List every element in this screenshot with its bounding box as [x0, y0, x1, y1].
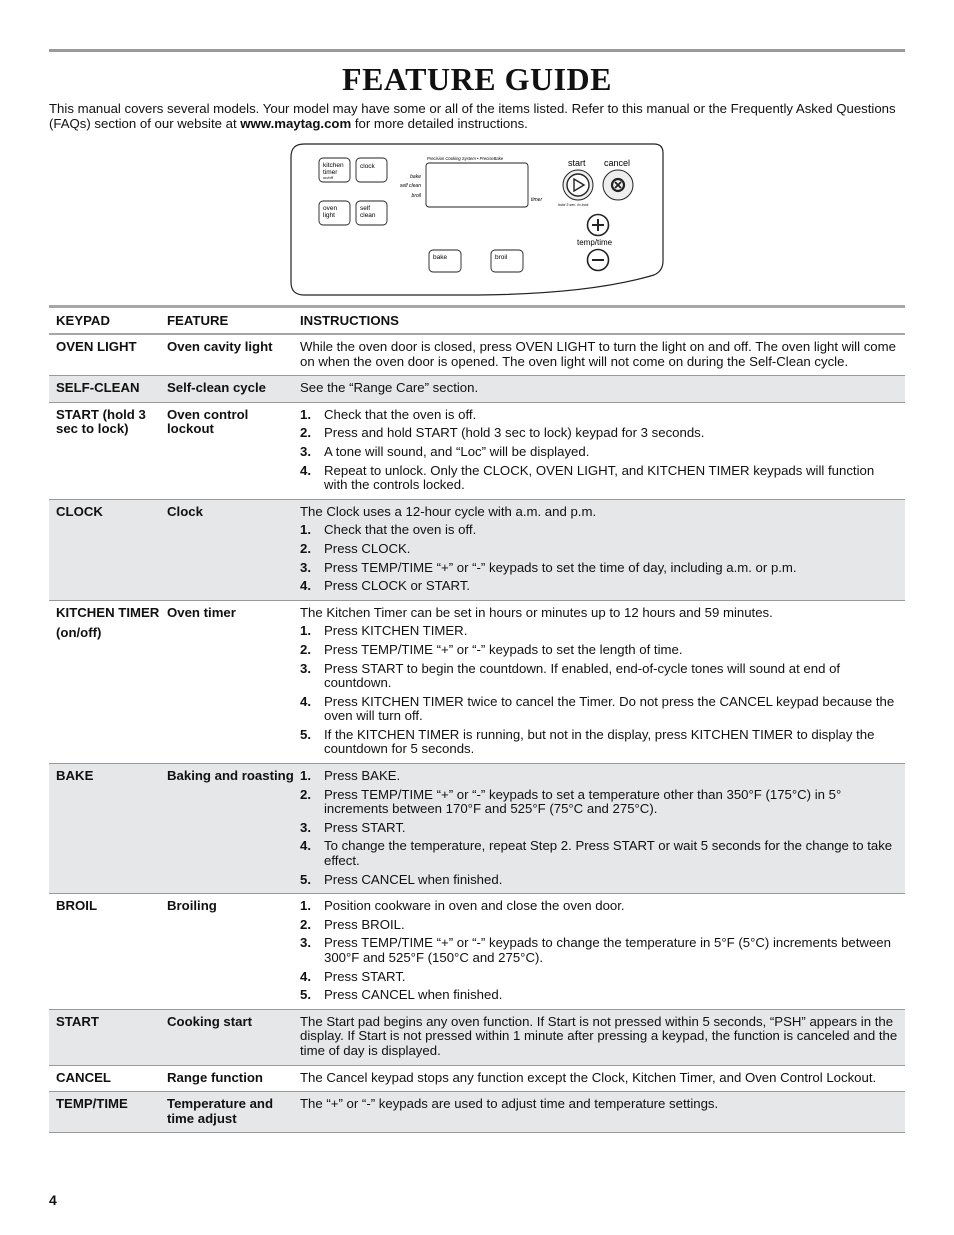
header-instructions: INSTRUCTIONS — [300, 313, 399, 328]
step-text: Press TEMP/TIME “+” or “-” keypads to set the time of day, including a.m. or p.m. — [324, 559, 797, 575]
step-number: 1. — [300, 406, 311, 422]
step-text: If the KITCHEN TIMER is running, but not in the display, press KITCHEN TIMER to display the countdown for 5 seconds. — [324, 726, 875, 757]
feature-name: Temperature and time adjust — [167, 1096, 274, 1126]
table-row — [49, 403, 905, 500]
step-number: 3. — [300, 559, 311, 575]
step-number: 2. — [300, 641, 311, 657]
step-number: 4. — [300, 693, 311, 709]
step-number: 2. — [300, 425, 311, 441]
step-number: 2. — [300, 916, 311, 932]
instruction-text: See the “Range Care” section. — [300, 380, 479, 396]
instruction-step — [300, 695, 899, 724]
start-button[interactable] — [563, 170, 593, 200]
instruction-step — [300, 899, 899, 914]
table-row — [49, 1066, 905, 1093]
keypad-name: OVEN LIGHT — [56, 339, 137, 354]
step-text: Check that the oven is off. — [324, 522, 477, 538]
step-text: Press CLOCK. — [324, 540, 411, 556]
instruction-step — [300, 408, 899, 423]
step-number: 3. — [300, 660, 311, 676]
step-number: 3. — [300, 935, 311, 951]
kitchen-timer-key[interactable] — [319, 158, 350, 182]
step-text: A tone will sound, and “Loc” will be displayed. — [324, 443, 590, 459]
website-link[interactable]: www.maytag.com — [240, 115, 352, 131]
instruction-step — [300, 542, 899, 557]
instruction-step — [300, 624, 899, 639]
keypad-name: BAKE — [56, 768, 94, 784]
instruction-step — [300, 918, 899, 933]
step-text: Press CLOCK or START. — [324, 578, 471, 594]
bake-key-label: bake — [433, 254, 448, 261]
kitchen-timer-label-3: on/off — [323, 175, 334, 180]
temp-minus-button[interactable] — [588, 250, 609, 271]
step-number: 4. — [300, 968, 311, 984]
instructions — [300, 500, 905, 600]
keypad-name: TEMP/TIME — [56, 1096, 128, 1112]
instruction-text: The Start pad begins any oven function. If Start is not pressed within 5 seconds, “PSH” appears in the display. If Start is not pressed within 1 minute after pressing a keypad, the function is canceled and the time of day is displayed. — [300, 1013, 898, 1058]
instructions — [300, 764, 905, 893]
step-number: 2. — [300, 540, 311, 556]
top-rule — [49, 49, 905, 52]
intro-paragraph: This manual covers several models. Your model may have some or all of the items listed. Refer to this manual or the Frequently Asked Questions (FAQs) section of our website at www.maytag.com for more detailed instructions. — [49, 101, 896, 131]
display-window — [426, 163, 528, 207]
feature-name: Cooking start — [167, 1013, 252, 1029]
feature-table — [49, 305, 905, 1133]
instruction-step — [300, 821, 899, 836]
step-text: Press KITCHEN TIMER. — [324, 623, 468, 639]
timer-label: timer — [531, 197, 543, 203]
step-number: 5. — [300, 726, 311, 742]
step-text: To change the temperature, repeat Step 2. Press START or wait 5 seconds for the change to take effect. — [324, 838, 893, 869]
step-text: Press TEMP/TIME “+” or “-” keypads to change the temperature in 5°F (5°C) increments between 300°F and 525°F (150°C and 275°C). — [324, 935, 891, 965]
feature-name: Oven control lockout — [167, 406, 249, 437]
feature-name: Oven cavity light — [167, 339, 273, 354]
broil-key-label: broil — [495, 254, 508, 261]
instruction-text: The Clock uses a 12-hour cycle with a.m. and p.m. — [300, 503, 597, 519]
table-row — [49, 1010, 905, 1066]
step-text: Position cookware in oven and close the oven door. — [324, 898, 625, 914]
instruction-step — [300, 464, 899, 493]
instruction-text: The Kitchen Timer can be set in hours or minutes up to 12 hours and 59 minutes. — [300, 604, 773, 620]
step-text: Press CANCEL when finished. — [324, 871, 503, 887]
step-text: Press START. — [324, 968, 406, 984]
keypad-name: BROIL — [56, 898, 98, 914]
step-number: 4. — [300, 578, 311, 594]
mode-broil-label: broil — [411, 193, 421, 199]
instruction-text: The “+” or “-” keypads are used to adjust time and temperature settings. — [300, 1096, 719, 1112]
step-text: Press CANCEL when finished. — [324, 987, 503, 1003]
page-number: 4 — [49, 1192, 57, 1208]
table-row — [49, 601, 905, 764]
keypad-name: SELF-CLEAN — [56, 380, 140, 396]
instructions — [300, 403, 905, 499]
step-number: 3. — [300, 819, 311, 835]
step-number: 3. — [300, 443, 311, 459]
instruction-step — [300, 728, 899, 757]
table-row — [49, 500, 905, 601]
mode-self-clean-label: self clean — [399, 183, 421, 189]
cancel-label: cancel — [604, 158, 631, 168]
step-text: Press START to begin the countdown. If enabled, end-of-cycle tones will sound at end of countdown. — [324, 660, 841, 691]
feature-name: Self-clean cycle — [167, 380, 266, 396]
keypad-name: CLOCK — [56, 503, 103, 519]
clock-key[interactable] — [356, 158, 387, 182]
instruction-step — [300, 523, 899, 538]
step-number: 1. — [300, 522, 311, 538]
temp-time-label: temp/time — [577, 238, 613, 247]
instruction-text: The Cancel keypad stops any function except the Clock, Kitchen Timer, and Oven Control Lockout. — [300, 1069, 877, 1085]
keypad-name: CANCEL — [56, 1069, 111, 1085]
oven-light-key[interactable] — [319, 201, 350, 225]
step-number: 4. — [300, 462, 311, 478]
bake-key[interactable] — [429, 250, 461, 272]
kitchen-timer-label-2: timer — [323, 169, 338, 176]
step-text: Repeat to unlock. Only the CLOCK, OVEN LIGHT, and KITCHEN TIMER keypads will function with the controls locked. — [324, 462, 875, 493]
table-row — [49, 894, 905, 1010]
start-label: start — [568, 158, 586, 168]
instruction-step — [300, 788, 899, 817]
header-feature: FEATURE — [167, 313, 229, 328]
instruction-step — [300, 643, 899, 658]
step-number: 5. — [300, 871, 311, 887]
keypad-subtitle: (on/off) — [56, 625, 102, 641]
step-text: Press TEMP/TIME “+” or “-” keypads to set a temperature other than 350°F (175°C) in 5° increments between 170°F and 525°F (75°C and 275°C). — [324, 786, 842, 817]
step-text: Press BAKE. — [324, 768, 401, 784]
instruction-step — [300, 936, 899, 965]
instructions — [300, 894, 905, 1009]
step-text: Press KITCHEN TIMER twice to cancel the Timer. Do not press the CANCEL keypad because the oven will turn off. — [324, 693, 895, 724]
instructions — [300, 335, 905, 375]
hold-note: hold 3 sec. to lock — [558, 203, 589, 207]
feature-name: Broiling — [167, 898, 217, 914]
feature-name: Baking and roasting — [167, 768, 294, 784]
instruction-step — [300, 579, 899, 594]
control-panel-diagram — [290, 143, 664, 296]
instructions — [300, 1066, 905, 1092]
keypad-name: KITCHEN TIMER — [56, 604, 160, 620]
brand-line: Precision Cooking System • PreciseBake — [427, 156, 504, 161]
step-number: 5. — [300, 987, 311, 1003]
keypad-name: START (hold 3 sec to lock) — [56, 406, 146, 437]
kitchen-timer-label-1: kitchen — [323, 162, 344, 169]
instructions — [300, 1010, 905, 1065]
clock-label: clock — [360, 163, 375, 170]
instruction-step — [300, 561, 899, 576]
step-text: Press BROIL. — [324, 916, 405, 932]
step-text: Check that the oven is off. — [324, 406, 477, 422]
instruction-step — [300, 873, 899, 888]
table-row — [49, 1092, 905, 1133]
instruction-step — [300, 662, 899, 691]
instruction-text: While the oven door is closed, press OVEN LIGHT to turn the light on and off. The oven light will come on when the oven door is opened. The oven light will not come on during the Self-Clean cycle. — [300, 339, 896, 369]
oven-light-label-2: light — [323, 212, 335, 219]
step-text: Press START. — [324, 819, 406, 835]
instruction-step — [300, 988, 899, 1003]
table-row — [49, 376, 905, 403]
feature-name: Clock — [167, 503, 203, 519]
instruction-step — [300, 426, 899, 441]
step-number: 1. — [300, 768, 311, 784]
broil-key[interactable] — [491, 250, 523, 272]
cancel-button[interactable] — [603, 170, 633, 200]
instructions — [300, 376, 905, 402]
instructions — [300, 601, 905, 763]
instructions — [300, 1092, 905, 1132]
mode-bake-label: bake — [410, 174, 421, 180]
header-keypad: KEYPAD — [56, 313, 110, 328]
temp-plus-button[interactable] — [588, 215, 609, 236]
step-number: 4. — [300, 838, 311, 854]
table-row — [49, 764, 905, 894]
instruction-step — [300, 769, 899, 784]
oven-light-label-1: oven — [323, 205, 338, 212]
table-header — [49, 308, 905, 335]
self-clean-key[interactable] — [356, 201, 387, 225]
instruction-step — [300, 970, 899, 985]
instruction-step — [300, 839, 899, 868]
self-clean-label-2: clean — [360, 212, 376, 219]
step-number: 1. — [300, 898, 311, 914]
step-number: 1. — [300, 623, 311, 639]
step-text: Press and hold START (hold 3 sec to lock) keypad for 3 seconds. — [324, 425, 705, 441]
self-clean-label-1: self — [360, 205, 371, 212]
feature-name: Oven timer — [167, 604, 236, 620]
page-title: FEATURE GUIDE — [342, 61, 612, 97]
step-number: 2. — [300, 786, 311, 802]
step-text: Press TEMP/TIME “+” or “-” keypads to set the length of time. — [324, 641, 683, 657]
instruction-step — [300, 445, 899, 460]
keypad-name: START — [56, 1013, 99, 1029]
table-row — [49, 335, 905, 376]
feature-name: Range function — [167, 1069, 263, 1085]
